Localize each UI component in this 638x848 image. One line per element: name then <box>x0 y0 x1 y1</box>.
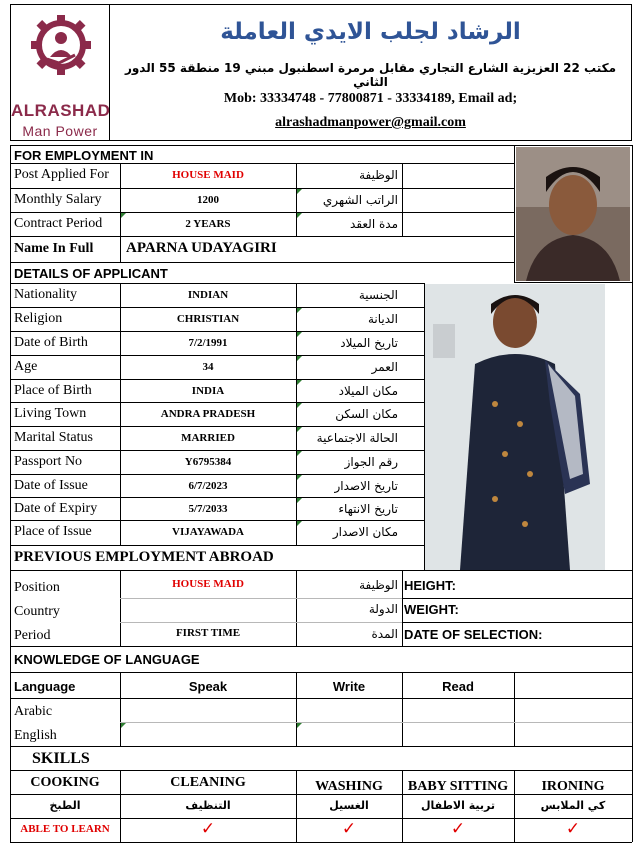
post-label: Post Applied For <box>14 167 109 182</box>
applicant-arabic-label: الديانة <box>367 312 398 326</box>
applicant-arabic-label: مكان السكن <box>335 407 398 421</box>
col-read: Read <box>442 679 474 694</box>
company-logo <box>10 4 110 141</box>
name-label: Name In Full <box>14 241 94 256</box>
skill-name: IRONING <box>541 779 605 794</box>
applicant-arabic-label: رقم الجواز <box>344 455 398 469</box>
language-arabic: Arabic <box>14 704 53 719</box>
applicant-value: VIJAYAWADA <box>172 526 244 538</box>
applicant-value: INDIA <box>191 385 225 397</box>
section-language-title: KNOWLEDGE OF LANGUAGE <box>14 652 200 667</box>
contact-line: Mob: 33334748 - 77800871 - 33334189, Email ad; <box>223 91 518 106</box>
skill-arabic-name: الطبخ <box>49 799 81 812</box>
section-previous-title: PREVIOUS EMPLOYMENT ABROAD <box>14 549 274 565</box>
applicant-arabic-label: العمر <box>371 360 398 374</box>
applicant-label: Date of Expiry <box>14 501 98 516</box>
prev-position-label: Position <box>14 580 60 595</box>
language-english: English <box>14 728 57 743</box>
skill-checkmark-icon: ✓ <box>200 819 216 839</box>
prev-period-label: Period <box>14 628 51 643</box>
skill-name: CLEANING <box>170 775 246 790</box>
section-skills-title: SKILLS <box>32 750 90 767</box>
passport-photo <box>516 147 630 281</box>
salary-label: Monthly Salary <box>14 192 102 207</box>
salary-value: 1200 <box>197 194 219 206</box>
applicant-value: CHRISTIAN <box>176 313 240 325</box>
col-language: Language <box>14 679 76 694</box>
contract-arabic-label: مدة العقد <box>350 217 398 231</box>
skill-arabic-name: تربية الاطفال <box>420 799 495 812</box>
weight-label: WEIGHT: <box>404 602 459 617</box>
logo-name: ALRASHAD <box>11 101 111 120</box>
prev-period-value: FIRST TIME <box>175 627 241 639</box>
gear-person-icon <box>29 13 93 77</box>
applicant-label: Age <box>14 359 38 374</box>
skill-checkmark-icon: ✓ <box>341 819 357 839</box>
full-length-photo <box>425 284 605 570</box>
col-speak: Speak <box>188 679 228 694</box>
applicant-value: 6/7/2023 <box>188 480 228 492</box>
skill-arabic-name: كي الملابس <box>540 799 606 812</box>
applicant-arabic-label: الجنسية <box>358 288 398 302</box>
applicant-label: Passport No <box>14 454 83 469</box>
skill-status-text: ABLE TO LEARN <box>20 823 110 835</box>
applicant-label: Place of Birth <box>14 383 92 398</box>
section-employment-title: FOR EMPLOYMENT IN <box>14 148 154 163</box>
skill-checkmark-icon: ✓ <box>450 819 466 839</box>
applicant-value: MARRIED <box>181 432 235 444</box>
prev-position-value: HOUSE MAID <box>172 578 244 590</box>
applicant-value: 5/7/2033 <box>188 503 228 515</box>
applicant-label: Living Town <box>14 406 87 421</box>
applicant-arabic-label: تاريخ الاصدار <box>334 479 398 493</box>
skill-name: COOKING <box>30 775 100 790</box>
contract-value: 2 YEARS <box>185 218 231 230</box>
applicant-label: Marital Status <box>14 430 93 445</box>
applicant-arabic-label: مكان الاصدار <box>332 525 398 539</box>
height-label: HEIGHT: <box>404 578 456 593</box>
post-value: HOUSE MAID <box>172 169 244 181</box>
company-header <box>109 4 632 141</box>
applicant-value: INDIAN <box>187 289 229 301</box>
applicant-arabic-label: تاريخ الانتهاء <box>338 502 398 516</box>
col-write: Write <box>332 679 366 694</box>
prev-position-arabic-label: الوظيفة <box>359 578 398 592</box>
date-of-selection-label: DATE OF SELECTION: <box>404 627 543 642</box>
prev-period-arabic-label: المدة <box>371 627 398 641</box>
applicant-label: Religion <box>14 311 63 326</box>
company-arabic-title: الرشاد لجلب الايدي العاملة <box>220 19 521 45</box>
skill-arabic-name: الغسيل <box>329 799 369 812</box>
skill-checkmark-icon: ✓ <box>565 819 581 839</box>
contract-label: Contract Period <box>14 216 103 231</box>
section-applicant-title: DETAILS OF APPLICANT <box>14 266 168 281</box>
salary-arabic-label: الراتب الشهري <box>322 193 398 207</box>
company-arabic-address: مكتب 22 العزيزية الشارع التجاري مقابل مرمرة اسطنبول مبني 19 منطقة 55 الدور الثاني <box>124 61 617 89</box>
applicant-arabic-label: تاريخ الميلاد <box>340 336 398 350</box>
logo-tagline: Man Power <box>22 123 98 139</box>
applicant-label: Place of Issue <box>14 524 92 539</box>
applicant-label: Nationality <box>14 287 77 302</box>
applicant-label: Date of Birth <box>14 335 88 350</box>
prev-country-label: Country <box>14 604 60 619</box>
skill-name: BABY SITTING <box>407 779 509 794</box>
email-link[interactable]: alrashadmanpower@gmail.com <box>275 115 466 130</box>
applicant-value: Y6795384 <box>184 456 232 468</box>
applicant-value: ANDRA PRADESH <box>160 408 256 420</box>
post-arabic-label: الوظيفة <box>359 168 398 182</box>
skill-arabic-name: التنظيف <box>185 799 231 812</box>
applicant-value: 7/2/1991 <box>188 337 228 349</box>
applicant-arabic-label: الحالة الاجتماعية <box>316 431 398 445</box>
prev-country-arabic-label: الدولة <box>368 602 398 616</box>
skill-name: WASHING <box>315 779 383 794</box>
applicant-value: 34 <box>202 361 214 373</box>
applicant-arabic-label: مكان الميلاد <box>338 384 398 398</box>
name-value: APARNA UDAYAGIRI <box>126 240 277 256</box>
applicant-label: Date of Issue <box>14 478 88 493</box>
